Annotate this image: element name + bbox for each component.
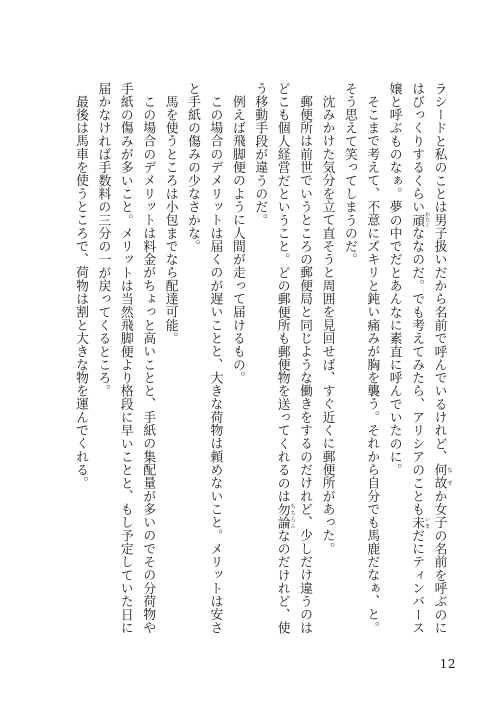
text-run: 郵便所は前世でいうところの郵便局と同じような働きをするのだけれど、少しだけ違うのはどこも個人経営だということ。どの郵便所も郵便物を送ってくれるのは: [274, 82, 313, 634]
ruby-base: 勿論: [274, 502, 290, 530]
text-run: か女子の名前を呼ぶのにはびっくりするくらい: [409, 82, 447, 635]
ruby-base: 何故: [431, 463, 447, 490]
text-run: ラシードと私のことは男子扱いだから名前で呼んでいるけれど、: [431, 82, 447, 464]
paragraph: [158, 82, 180, 638]
paragraph: [315, 82, 337, 638]
furigana: なぜ: [446, 463, 452, 490]
paragraph: [382, 82, 452, 638]
text-run: 馬を使うところは小包までなら配達可能。: [162, 94, 178, 345]
furigana: かたく: [423, 211, 430, 229]
furigana: いま: [423, 515, 430, 530]
page-number: 12: [439, 657, 456, 671]
furigana: もちろん: [289, 502, 296, 530]
vertical-text-body: [32, 82, 452, 638]
paragraph: [91, 82, 158, 638]
paragraph: [181, 82, 226, 638]
ruby-base: 頑: [409, 211, 425, 229]
text-run: そこまで考えて、不意にズキリと鈍い痛みが胸を襲う。それから自分でも馬鹿だなぁ、と。そう思えて笑ってしまうのだ。: [341, 82, 380, 634]
ruby-word: [409, 211, 430, 229]
ruby-word: [409, 515, 430, 530]
text-run: なのだけれど、使う移動手段が違うのだ。: [252, 82, 290, 635]
paragraph: [248, 82, 315, 638]
ruby-base: 未: [409, 515, 425, 530]
text-run: この場合のデメリットは料金がちょっと高いことと、手紙の集配量が多いのでその分荷物や手紙の傷みが多いこと。メリットは当然飛脚便より格段に早いことと、もし予定していた日に届かなければ手数料の三分の一が戻ってくるところ。: [95, 82, 156, 635]
paragraph: [225, 82, 247, 638]
text-run: ななのだ。でも考えてみたら、アリシアのことも: [409, 226, 425, 516]
text-run: 沈みかけた気分を立て直そうと周囲を見回せば、すぐ近くに郵便所があった。: [319, 94, 335, 556]
text-run: だにティンバース嬢と呼ぶものなぁ。夢の中でだとあんなに素直に呼んでいたのに。: [386, 82, 425, 635]
ruby-word: [274, 502, 296, 530]
paragraph: [69, 82, 91, 638]
text-run: 最後は馬車を使うところで、荷物は割と大きな物を運んでくれる。: [73, 94, 88, 490]
text-run: 例えば飛脚便のように人間が走って届けるもの。: [229, 94, 245, 385]
paragraph: [337, 82, 382, 638]
text-run: この場合のデメリットは届くのが遅いことと、大きな荷物は頼めないこと。メリットは安さと手紙の傷みの少なさかな。: [185, 82, 223, 634]
ruby-word: [431, 463, 452, 490]
